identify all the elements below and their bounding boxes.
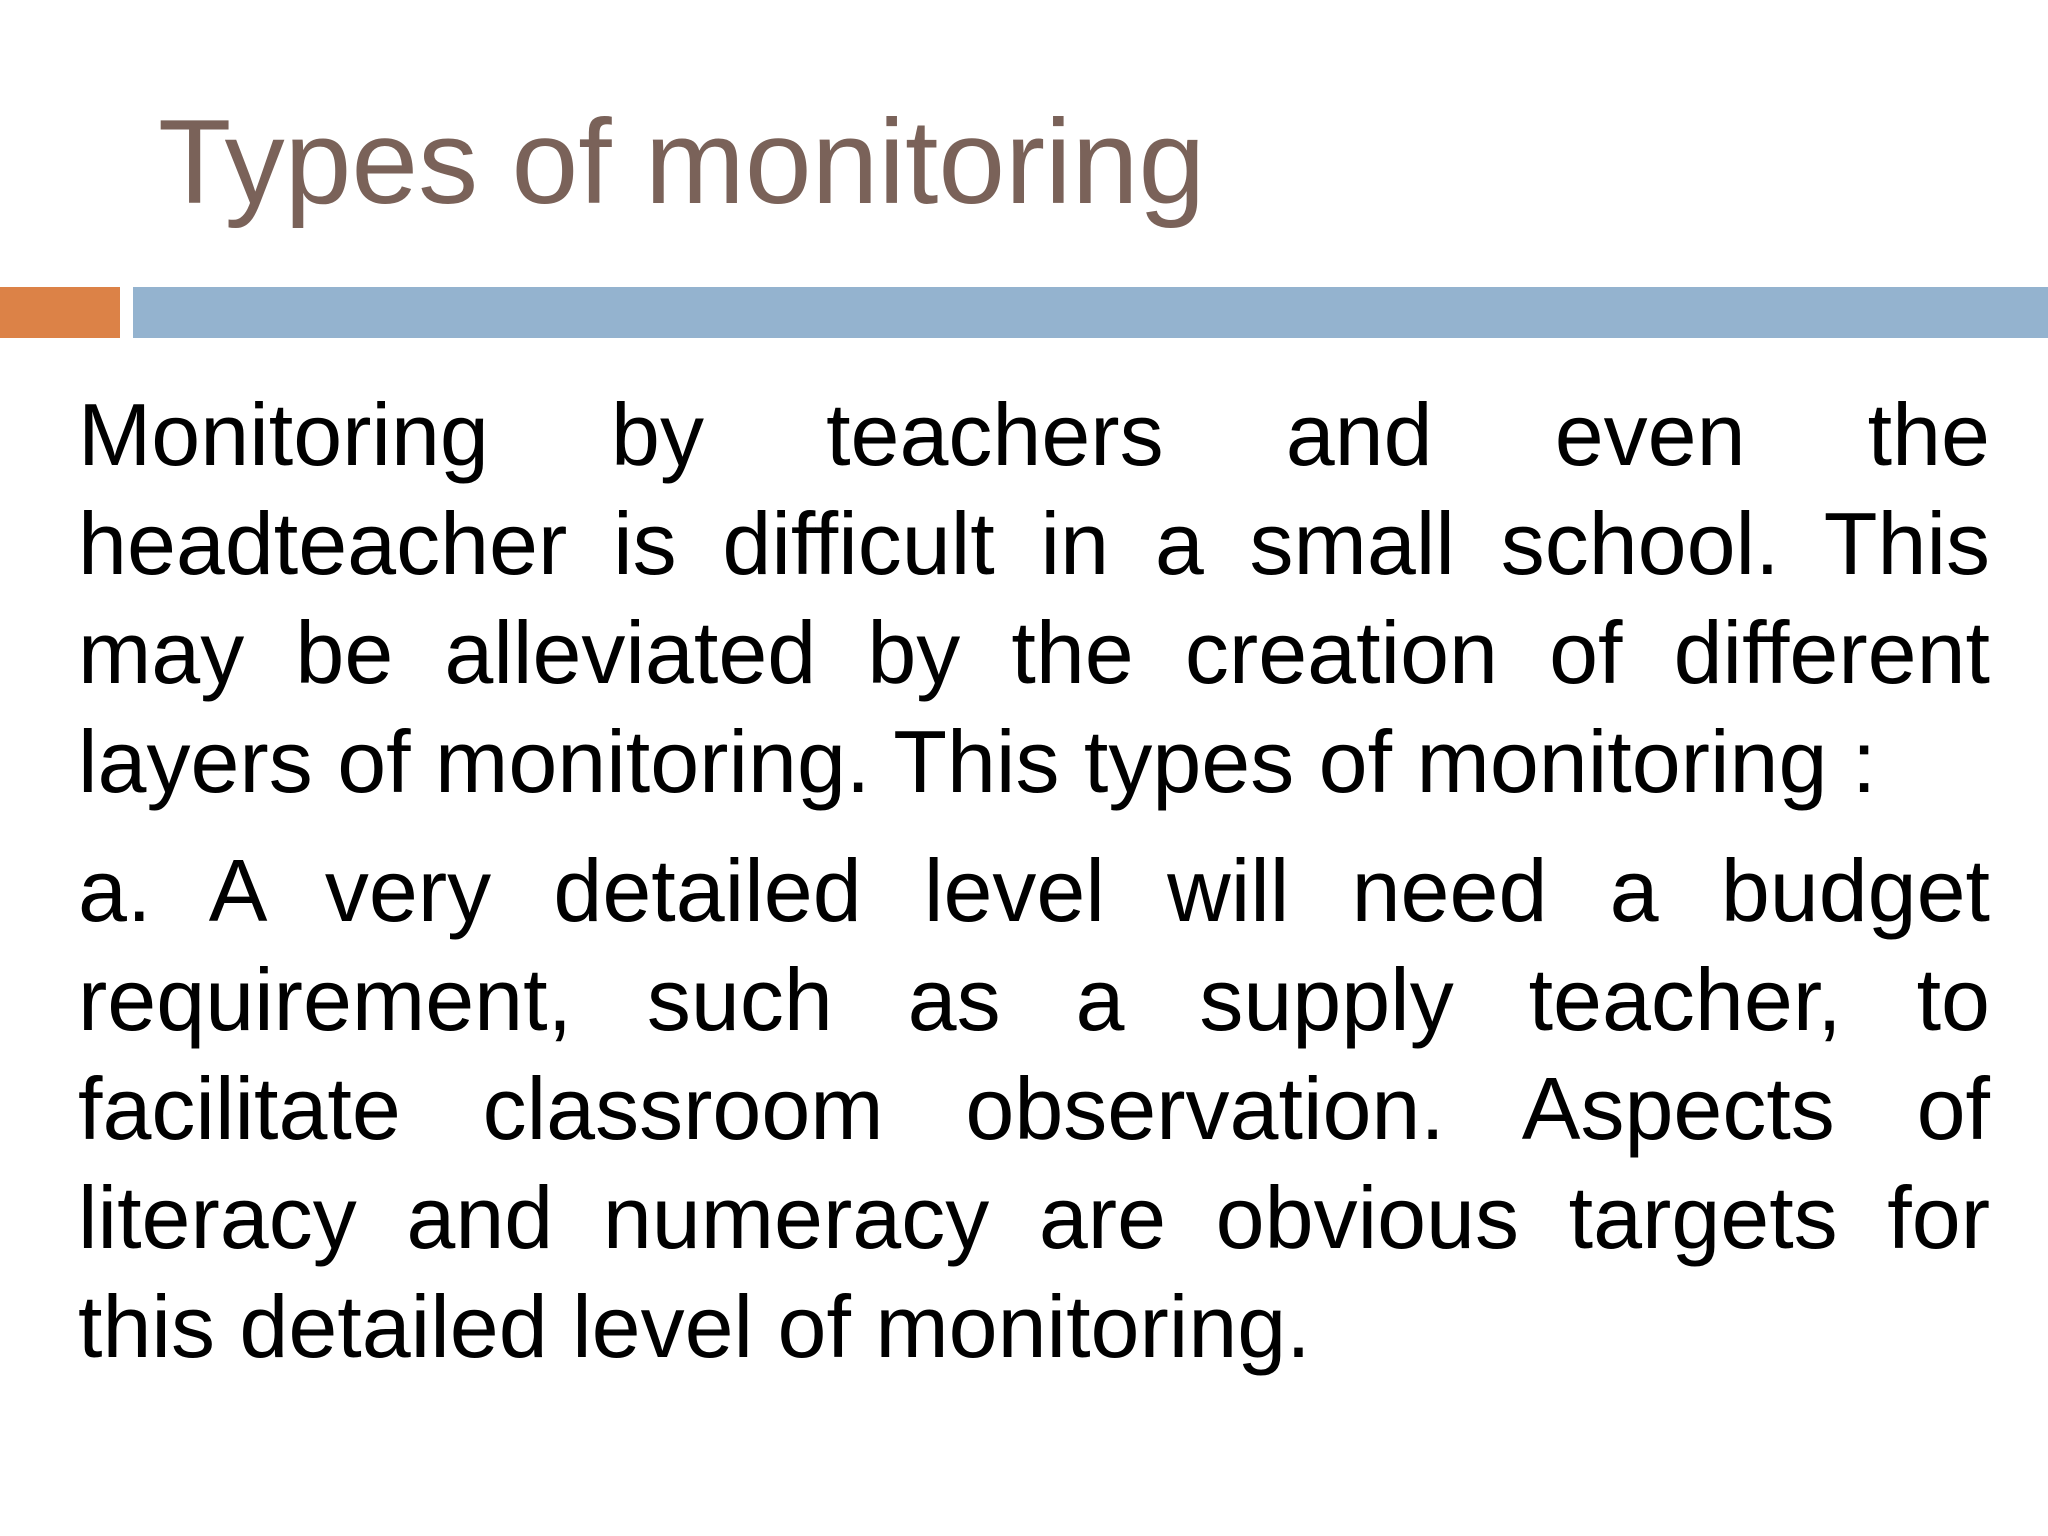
slide-title: Types of monitoring: [158, 95, 1206, 229]
body-paragraph-intro: Monitoring by teachers and even the headteacher is difficult in a small school. This may be alleviated by the creation of different layers of monitoring. This types of monitoring :: [78, 385, 1990, 811]
body-paragraph-detailed-level: a. A very detailed level will need a budget requirement, such as a supply teacher, to facilitate classroom observation. Aspects of literacy and numeracy are obvious targets for this detailed level of monitoring.: [78, 841, 1990, 1376]
title-divider-bar: [133, 287, 2048, 338]
title-accent-bar: [0, 287, 120, 338]
slide-body: [78, 380, 1990, 1381]
